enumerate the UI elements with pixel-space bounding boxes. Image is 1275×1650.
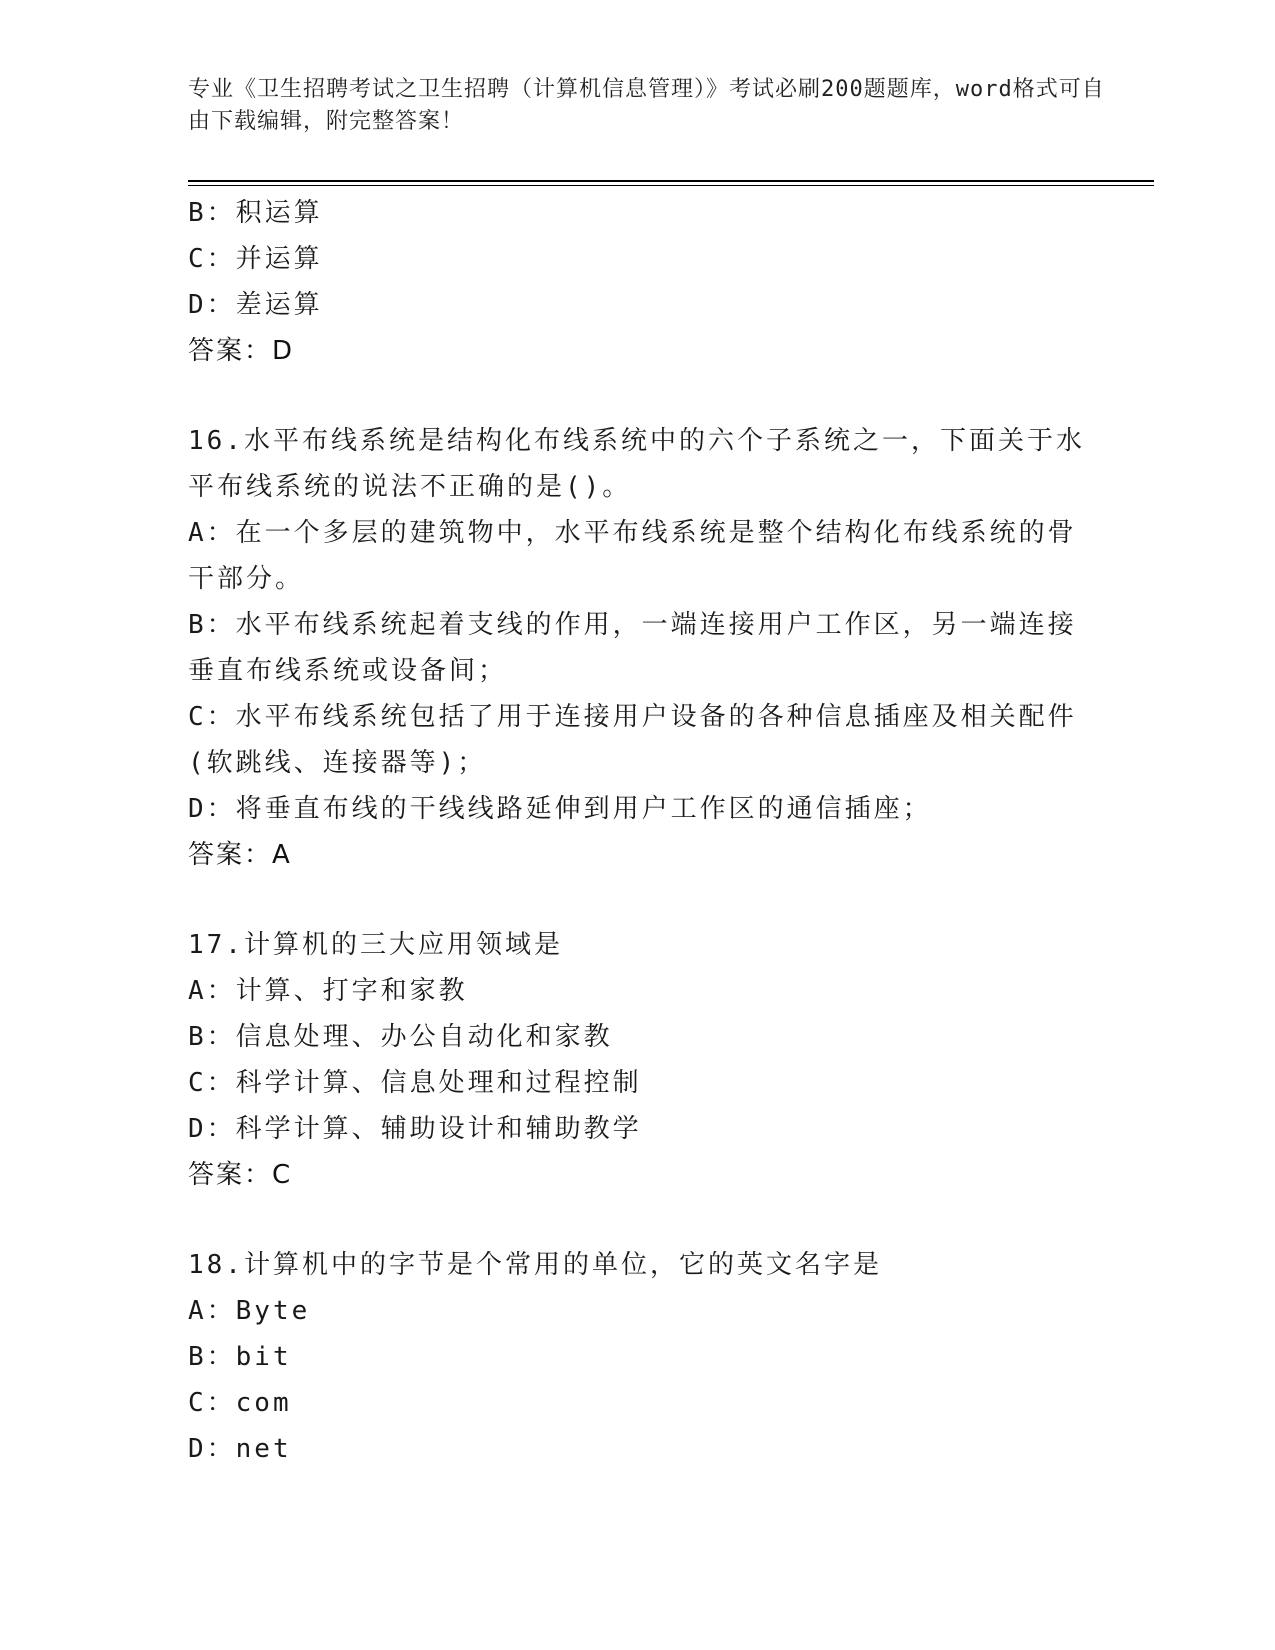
option-a: A：计算、打字和家教	[188, 976, 468, 1006]
option-a: A：在一个多层的建筑物中，水平布线系统是整个结构化布线系统的骨	[188, 518, 1077, 548]
question-text: 16.水平布线系统是结构化布线系统中的六个子系统之一，下面关于水	[188, 426, 1085, 456]
answer: 答案：A	[188, 840, 292, 870]
option-a: A：Byte	[188, 1296, 311, 1326]
option-d: D：net	[188, 1434, 292, 1464]
option-b: B：信息处理、办公自动化和家教	[188, 1022, 613, 1052]
option-a-cont: 干部分。	[188, 564, 305, 594]
option-b: B：水平布线系统起着支线的作用，一端连接用户工作区，另一端连接	[188, 610, 1077, 640]
question-15	[188, 190, 1088, 374]
question-list	[188, 190, 1088, 1472]
option-b-cont: 垂直布线系统或设备间；	[188, 656, 508, 686]
question-16	[188, 418, 1088, 878]
question-18	[188, 1242, 1088, 1472]
option-c: C：com	[188, 1388, 292, 1418]
option-c-cont: (软跳线、连接器等)；	[188, 748, 487, 778]
question-17	[188, 922, 1088, 1198]
option-b: B：bit	[188, 1342, 292, 1372]
option-d: D：差运算	[188, 290, 323, 320]
option-b: B：积运算	[188, 198, 323, 228]
answer: 答案：C	[188, 1160, 293, 1190]
option-c: C：科学计算、信息处理和过程控制	[188, 1068, 642, 1098]
header-divider-thin	[188, 185, 1154, 186]
answer: 答案：D	[188, 336, 295, 366]
option-d: D：科学计算、辅助设计和辅助教学	[188, 1114, 642, 1144]
option-c: C：水平布线系统包括了用于连接用户设备的各种信息插座及相关配件	[188, 702, 1077, 732]
option-c: C：并运算	[188, 244, 323, 274]
question-text: 17.计算机的三大应用领域是	[188, 930, 563, 960]
header-divider-thick	[188, 180, 1154, 182]
option-d: D：将垂直布线的干线线路延伸到用户工作区的通信插座；	[188, 794, 932, 824]
question-text-cont: 平布线系统的说法不正确的是()。	[188, 472, 632, 502]
question-text: 18.计算机中的字节是个常用的单位，它的英文名字是	[188, 1250, 882, 1280]
document-header: 专业《卫生招聘考试之卫生招聘（计算机信息管理）》考试必刷200题题库，word格式可自由下载编辑，附完整答案！	[188, 77, 1105, 134]
